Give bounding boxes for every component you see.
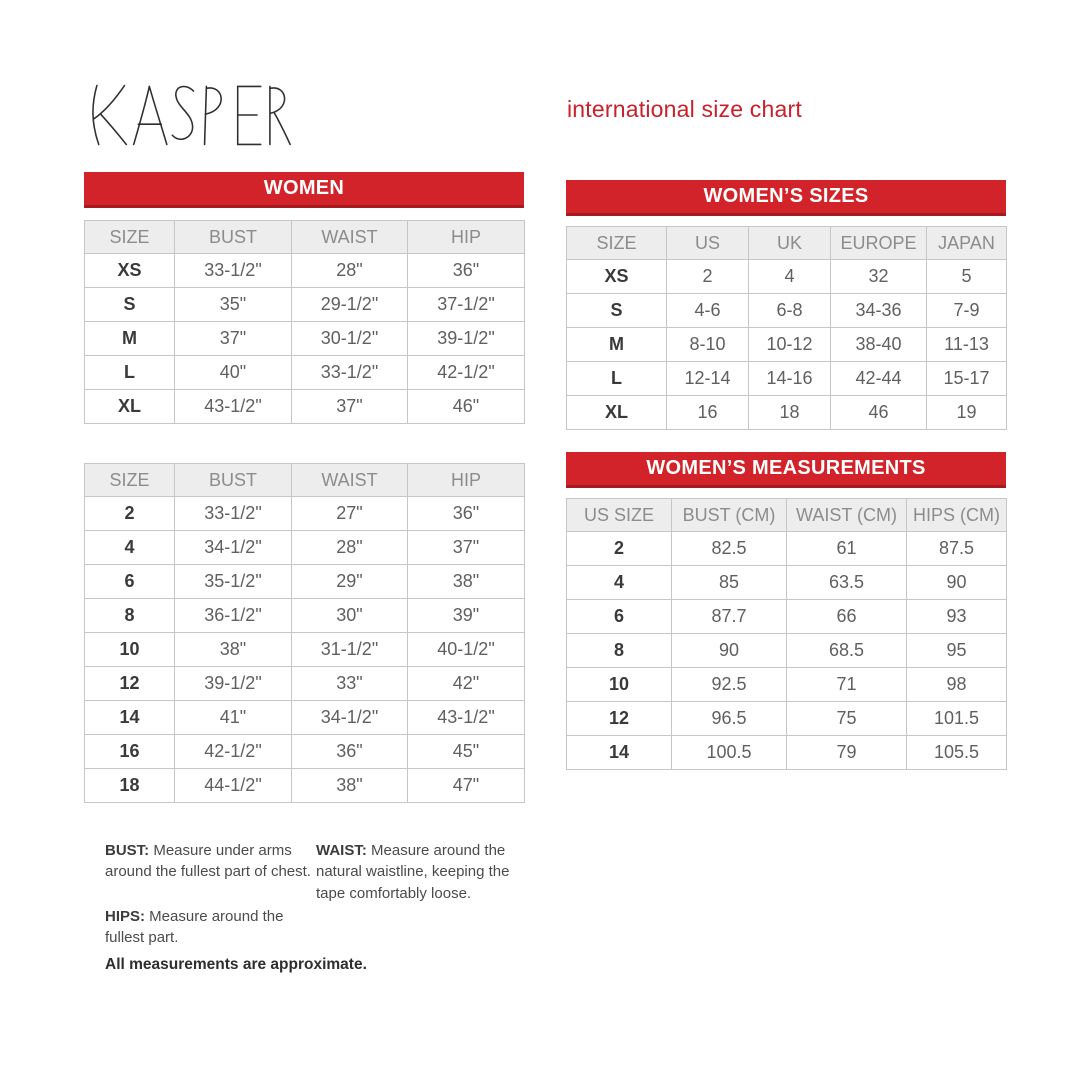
column-header: WAIST: [292, 464, 408, 497]
value-cell: 43-1/2": [408, 701, 525, 735]
value-cell: 27": [292, 497, 408, 531]
value-cell: 45": [408, 735, 525, 769]
size-cell: 8: [567, 634, 672, 668]
section-header-womens-measurements: WOMEN’S MEASUREMENTS: [566, 452, 1006, 488]
header-row: [567, 227, 1007, 260]
value-cell: 105.5: [907, 736, 1007, 770]
value-cell: 33-1/2": [175, 254, 292, 288]
size-cell: M: [567, 328, 667, 362]
value-cell: 39-1/2": [175, 667, 292, 701]
waist-note-text: Measure around the natural waistline, keeping the tape comfortably loose.: [316, 842, 510, 902]
column-header: US SIZE: [567, 499, 672, 532]
value-cell: 31-1/2": [292, 633, 408, 667]
international-sizes-table: [566, 226, 1007, 430]
value-cell: 41": [175, 701, 292, 735]
women-alpha-size-table: [84, 220, 525, 424]
value-cell: 85: [672, 566, 787, 600]
table-row: [567, 634, 1007, 668]
waist-note: [316, 840, 521, 904]
value-cell: 39": [408, 599, 525, 633]
value-cell: 98: [907, 668, 1007, 702]
table-row: [567, 702, 1007, 736]
value-cell: 82.5: [672, 532, 787, 566]
table-row: [85, 288, 525, 322]
table-row: [567, 566, 1007, 600]
column-header: SIZE: [85, 221, 175, 254]
value-cell: 40-1/2": [408, 633, 525, 667]
hips-note-text: Measure around the fullest part.: [105, 908, 284, 947]
page-subtitle: international size chart: [567, 96, 802, 122]
table-row: [85, 390, 525, 424]
value-cell: 90: [907, 566, 1007, 600]
hips-note-label: HIPS:: [105, 908, 146, 925]
value-cell: 61: [787, 532, 907, 566]
column-header: BUST: [175, 464, 292, 497]
value-cell: 87.5: [907, 532, 1007, 566]
value-cell: 12-14: [667, 362, 749, 396]
value-cell: 29": [292, 565, 408, 599]
value-cell: 87.7: [672, 600, 787, 634]
value-cell: 30-1/2": [292, 322, 408, 356]
value-cell: 42-44: [831, 362, 927, 396]
table-row: [567, 736, 1007, 770]
column-header: WAIST (CM): [787, 499, 907, 532]
size-cell: 4: [567, 566, 672, 600]
column-header: BUST: [175, 221, 292, 254]
hips-note: [105, 906, 290, 949]
value-cell: 4-6: [667, 294, 749, 328]
size-cell: XS: [567, 260, 667, 294]
value-cell: 46": [408, 390, 525, 424]
measurements-cm-table: [566, 498, 1007, 770]
size-cell: 18: [85, 769, 175, 803]
table-row: [567, 362, 1007, 396]
table-row: [85, 531, 525, 565]
value-cell: 95: [907, 634, 1007, 668]
value-cell: 38-40: [831, 328, 927, 362]
value-cell: 36": [408, 497, 525, 531]
value-cell: 38": [292, 769, 408, 803]
column-header: EUROPE: [831, 227, 927, 260]
table-row: [85, 497, 525, 531]
value-cell: 35-1/2": [175, 565, 292, 599]
waist-note-label: WAIST:: [316, 842, 367, 859]
table-row: [85, 735, 525, 769]
women-numeric-size-table: [84, 463, 525, 803]
value-cell: 75: [787, 702, 907, 736]
table-row: [85, 356, 525, 390]
table-row: [567, 668, 1007, 702]
size-cell: 16: [85, 735, 175, 769]
table-row: [85, 599, 525, 633]
size-cell: XL: [567, 396, 667, 430]
value-cell: 37-1/2": [408, 288, 525, 322]
size-cell: XS: [85, 254, 175, 288]
column-header: SIZE: [85, 464, 175, 497]
size-cell: L: [567, 362, 667, 396]
value-cell: 33-1/2": [175, 497, 292, 531]
size-cell: S: [85, 288, 175, 322]
value-cell: 37": [292, 390, 408, 424]
size-cell: M: [85, 322, 175, 356]
value-cell: 43-1/2": [175, 390, 292, 424]
value-cell: 7-9: [927, 294, 1007, 328]
value-cell: 38": [175, 633, 292, 667]
table-row: [85, 254, 525, 288]
size-cell: 6: [85, 565, 175, 599]
section-header-womens-sizes: WOMEN’S SIZES: [566, 180, 1006, 216]
size-cell: 12: [567, 702, 672, 736]
header-row: [85, 464, 525, 497]
table-row: [85, 769, 525, 803]
table-row: [567, 328, 1007, 362]
size-cell: 10: [567, 668, 672, 702]
value-cell: 10-12: [749, 328, 831, 362]
size-cell: L: [85, 356, 175, 390]
value-cell: 6-8: [749, 294, 831, 328]
value-cell: 28": [292, 254, 408, 288]
value-cell: 33": [292, 667, 408, 701]
column-header: BUST (CM): [672, 499, 787, 532]
bust-note: [105, 840, 325, 883]
column-header: WAIST: [292, 221, 408, 254]
size-cell: 2: [567, 532, 672, 566]
section-header-women: WOMEN: [84, 172, 524, 208]
value-cell: 5: [927, 260, 1007, 294]
value-cell: 37": [175, 322, 292, 356]
value-cell: 47": [408, 769, 525, 803]
size-cell: S: [567, 294, 667, 328]
table-row: [85, 633, 525, 667]
value-cell: 42-1/2": [408, 356, 525, 390]
value-cell: 29-1/2": [292, 288, 408, 322]
value-cell: 16: [667, 396, 749, 430]
value-cell: 19: [927, 396, 1007, 430]
value-cell: 18: [749, 396, 831, 430]
value-cell: 4: [749, 260, 831, 294]
value-cell: 15-17: [927, 362, 1007, 396]
column-header: JAPAN: [927, 227, 1007, 260]
value-cell: 101.5: [907, 702, 1007, 736]
value-cell: 79: [787, 736, 907, 770]
value-cell: 38": [408, 565, 525, 599]
value-cell: 68.5: [787, 634, 907, 668]
table-row: [567, 260, 1007, 294]
size-cell: 14: [567, 736, 672, 770]
value-cell: 96.5: [672, 702, 787, 736]
value-cell: 40": [175, 356, 292, 390]
value-cell: 2: [667, 260, 749, 294]
value-cell: 34-36: [831, 294, 927, 328]
size-cell: 8: [85, 599, 175, 633]
column-header: US: [667, 227, 749, 260]
table-row: [567, 294, 1007, 328]
value-cell: 44-1/2": [175, 769, 292, 803]
value-cell: 30": [292, 599, 408, 633]
size-cell: 12: [85, 667, 175, 701]
value-cell: 34-1/2": [292, 701, 408, 735]
value-cell: 32: [831, 260, 927, 294]
table-row: [567, 532, 1007, 566]
value-cell: 90: [672, 634, 787, 668]
column-header: HIP: [408, 464, 525, 497]
value-cell: 34-1/2": [175, 531, 292, 565]
kasper-logo: [84, 78, 292, 157]
disclaimer-text: All measurements are approximate.: [105, 956, 367, 973]
table-row: [85, 322, 525, 356]
value-cell: 42": [408, 667, 525, 701]
size-cell: 10: [85, 633, 175, 667]
value-cell: 28": [292, 531, 408, 565]
value-cell: 39-1/2": [408, 322, 525, 356]
column-header: HIP: [408, 221, 525, 254]
size-cell: 2: [85, 497, 175, 531]
value-cell: 100.5: [672, 736, 787, 770]
table-row: [85, 701, 525, 735]
table-row: [85, 565, 525, 599]
value-cell: 63.5: [787, 566, 907, 600]
header-row: [567, 499, 1007, 532]
value-cell: 35": [175, 288, 292, 322]
value-cell: 66: [787, 600, 907, 634]
value-cell: 8-10: [667, 328, 749, 362]
size-cell: 6: [567, 600, 672, 634]
value-cell: 36-1/2": [175, 599, 292, 633]
value-cell: 42-1/2": [175, 735, 292, 769]
column-header: SIZE: [567, 227, 667, 260]
value-cell: 46: [831, 396, 927, 430]
column-header: HIPS (CM): [907, 499, 1007, 532]
value-cell: 11-13: [927, 328, 1007, 362]
bust-note-text: Measure under arms around the fullest part of chest.: [105, 842, 311, 881]
value-cell: 33-1/2": [292, 356, 408, 390]
value-cell: 93: [907, 600, 1007, 634]
table-row: [567, 396, 1007, 430]
header-row: [85, 221, 525, 254]
size-cell: 4: [85, 531, 175, 565]
value-cell: 92.5: [672, 668, 787, 702]
size-cell: XL: [85, 390, 175, 424]
column-header: UK: [749, 227, 831, 260]
table-row: [85, 667, 525, 701]
value-cell: 14-16: [749, 362, 831, 396]
value-cell: 36": [292, 735, 408, 769]
value-cell: 36": [408, 254, 525, 288]
table-row: [567, 600, 1007, 634]
size-cell: 14: [85, 701, 175, 735]
value-cell: 37": [408, 531, 525, 565]
value-cell: 71: [787, 668, 907, 702]
kasper-logo-art: [84, 78, 292, 152]
bust-note-label: BUST:: [105, 842, 150, 859]
